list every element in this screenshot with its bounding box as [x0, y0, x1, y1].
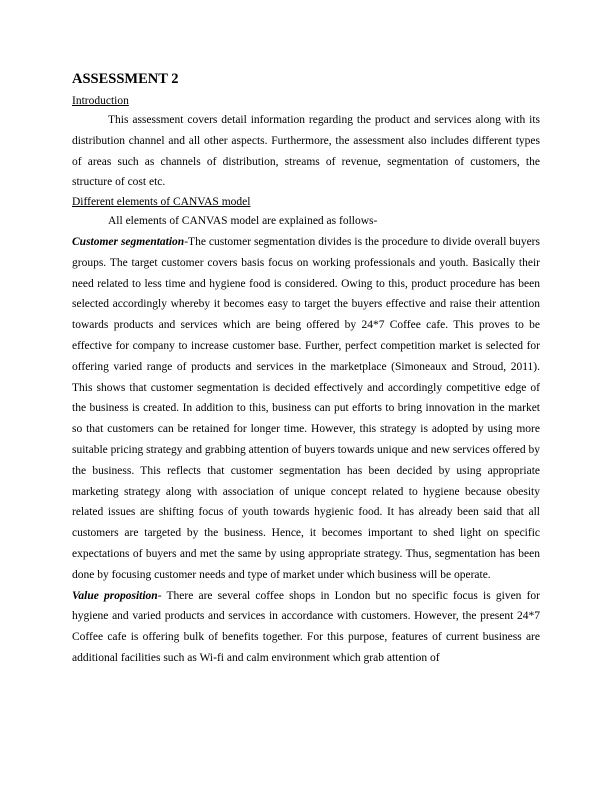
introduction-heading — [72, 92, 540, 110]
introduction-heading-text: Introduction — [72, 95, 129, 107]
canvas-intro-paragraph: All elements of CANVAS model are explained as follows- — [108, 215, 378, 228]
value-proposition-lead: Value proposition — [72, 589, 158, 602]
value-proposition-text: - There are several coffee shops in London but no specific focus is given for hygiene and varied products and services in accordance with customers. However, the present 24*7 Coffee cafe is offering bulk of benefits together. For this purpose, features of current business are additional facilities such as Wi-fi and calm environment which grab attention of — [72, 589, 540, 664]
customer-segmentation-text: -The customer segmentation divides is the procedure to divide overall buyers groups. The target customer covers basis focus on working professionals and youth. Basically their need related to less time and hygiene food is considered. Owing to this, product procedure has been selected accordingly whereby it becomes easy to target the buyers effective and raise their attention towards products and services which are being offered by 24*7 Coffee cafe. This proves to be effective for company to increase customer base. Further, perfect competition market is selected for offering varied range of products and services in the marketplace (Simoneaux and Stroud, 2011). This shows that customer segmentation is decided effectively and accordingly competitive edge of the business is created. In addition to this, business can put efforts to bring innovation in the market so that customers can be retained for longer time. However, this strategy is adopted by using more suitable pricing strategy and grabbing attention of buyers towards unique and new services offered by the business. This reflects that customer segmentation has been decided by using appropriate marketing strategy along with association of unique concept related to hygiene because obesity related issues are shifting focus of youth towards hygienic food. It has already been said that all customers are targeted by the business. Hence, it becomes important to shed light on specific expectations of buyers and met the same by using appropriate strategy. Thus, segmentation has been done by focusing customer needs and type of market under which business will be operate. — [72, 235, 540, 581]
canvas-heading — [72, 193, 540, 211]
customer-segmentation-lead: Customer segmentation — [72, 235, 185, 248]
value-proposition-paragraph — [72, 586, 540, 669]
introduction-paragraph: This assessment covers detail information regarding the product and services along with its distribution channel and all other aspects. Furthermore, the assessment also includes different types of areas such as channels of distribution, streams of revenue, segmentation of customers, the structure of cost etc. — [72, 114, 540, 189]
document-page — [72, 70, 540, 669]
document-title: ASSESSMENT 2 — [72, 71, 179, 87]
customer-segmentation-paragraph — [72, 232, 540, 586]
canvas-heading-text: Different elements of CANVAS model — [72, 196, 251, 209]
